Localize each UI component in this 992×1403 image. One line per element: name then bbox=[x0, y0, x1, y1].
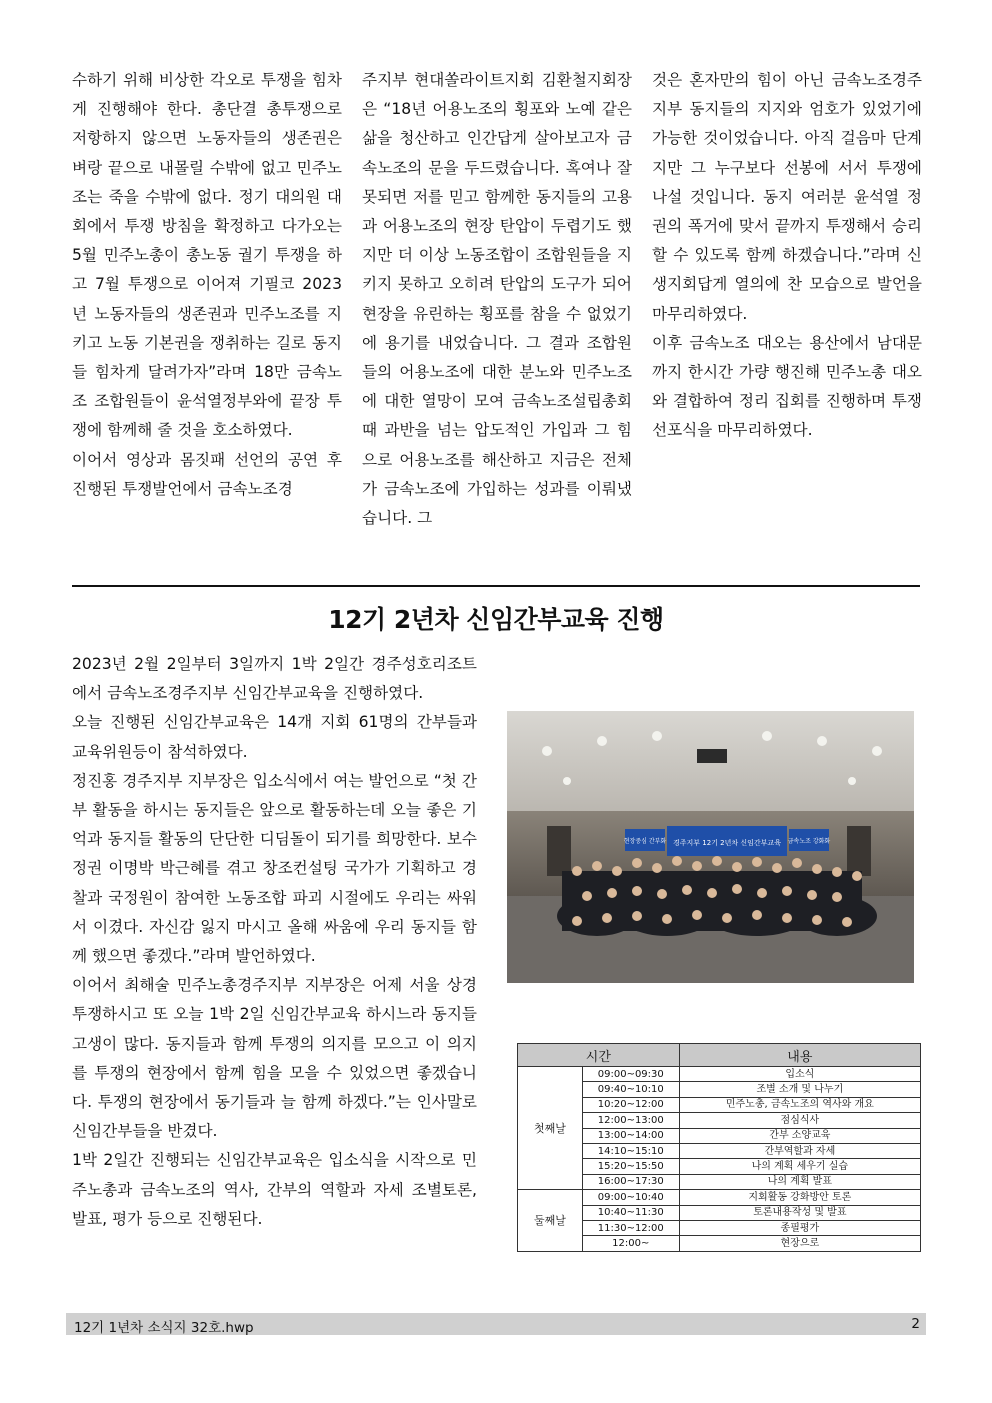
schedule-content: 토론내용작성 및 발표 bbox=[679, 1205, 920, 1220]
schedule-time: 14:10~15:10 bbox=[582, 1143, 679, 1158]
schedule-content: 나의 계획 발표 bbox=[679, 1174, 920, 1189]
schedule-content: 간부역할과 자세 bbox=[679, 1143, 920, 1158]
schedule-content: 간부 소양교육 bbox=[679, 1128, 920, 1143]
schedule-time: 13:00~14:00 bbox=[582, 1128, 679, 1143]
schedule-day-2: 둘째날 bbox=[518, 1190, 583, 1252]
schedule-content: 민주노총, 금속노조의 역사와 개요 bbox=[679, 1097, 920, 1112]
column-1-paragraph-2: 이어서 영상과 몸짓패 선언의 공연 후 진행된 투쟁발언에서 금속노조경 bbox=[72, 450, 342, 498]
schedule-content: 입소식 bbox=[679, 1067, 920, 1082]
column-1-paragraph-1: 수하기 위해 비상한 각오로 투쟁을 힘차게 진행해야 한다. 총단결 총투쟁으로 저항하지 않으면 노동자들의 생존권은 벼랑 끝으로 내몰릴 수밖에 없고 민주노조는 죽을 수밖에 없다. 정기 대의원 대회에서 투쟁 방침을 확정하고 다가오는 5월 민주노총이 총노동 궐기 투쟁을 하고 7월 투쟁으로 이어져 기필코 2023년 노동자들의 생존권과 민주노조를 지키고 노동 기본권을 쟁취하는 길로 동지들 힘차게 달려가자”라며 18만 금속노조 조합원들이 윤석열정부와에 끝장 투쟁에 함께해 줄 것을 호소하였다. bbox=[72, 71, 342, 440]
article-paragraph-1: 2023년 2월 2일부터 3일까지 1박 2일간 경주성호리조트에서 금속노조경주지부 신임간부교육을 진행하였다. bbox=[72, 655, 477, 703]
schedule-day-1: 첫째날 bbox=[518, 1067, 583, 1190]
table-row bbox=[518, 1067, 921, 1082]
section-divider bbox=[72, 585, 920, 587]
schedule-time: 10:40~11:30 bbox=[582, 1205, 679, 1220]
banner-right-text: 금속노조 강화화 bbox=[787, 838, 831, 845]
article-paragraph-3: 정진홍 경주지부 지부장은 입소식에서 여는 발언으로 “첫 간부 활동을 하시는 동지들은 앞으로 활동하는데 오늘 좋은 기억과 동지들 활동의 단단한 디딤돌이 되기를 희망한다. 보수 정권 이명박 박근혜를 겪고 창조컨설팅 국가가 기획하고 경찰과 국정원이 참여한 노동조합 파괴 시절에도 우리는 싸워서 이겼다. 자신감 잃지 마시고 올해 싸움에 우리 동지들 함께 했으면 좋겠다.”라며 발언하였다. bbox=[72, 771, 477, 966]
article-paragraph-4: 이어서 최해술 민주노총경주지부 지부장은 어제 서울 상경 투쟁하시고 또 오늘 1박 2일 신임간부교육 하시느라 동지들 고생이 많다. 동지들과 함께 투쟁의 의지를 모으고 이 의지를 투쟁의 현장에서 함께 힘을 모을 수 있었으면 좋겠습니다. 투쟁의 현장에서 동기들과 늘 함께 하겠다.”는 인사말로 신임간부들을 반겼다. bbox=[72, 976, 477, 1141]
schedule-time: 12:00~13:00 bbox=[582, 1113, 679, 1128]
footer-filename: 12기 1년차 소식지 32호.hwp bbox=[74, 1320, 254, 1336]
group-photo-illustration bbox=[507, 711, 914, 983]
banner-center-text: 경주지부 12기 2년차 신임간부교육 bbox=[673, 839, 781, 847]
banner-left-text: 현장중심 간부화 bbox=[623, 838, 667, 845]
column-3-paragraph-2: 이후 금속노조 대오는 용산에서 남대문까지 한시간 가량 행진해 민주노총 대오와 결합하여 정리 집회를 진행하며 투쟁선포식을 마무리하였다. bbox=[652, 333, 922, 440]
page-number: 2 bbox=[911, 1316, 920, 1332]
schedule-time: 11:30~12:00 bbox=[582, 1220, 679, 1235]
schedule-table bbox=[517, 1043, 921, 1252]
schedule-time: 09:00~09:30 bbox=[582, 1067, 679, 1082]
schedule-time: 16:00~17:30 bbox=[582, 1174, 679, 1189]
column-2 bbox=[362, 66, 632, 533]
article-paragraph-2: 오늘 진행된 신임간부교육은 14개 지회 61명의 간부들과 교육위원등이 참석하였다. bbox=[72, 713, 477, 761]
schedule-content: 나의 계획 세우기 실습 bbox=[679, 1159, 920, 1174]
column-3 bbox=[652, 66, 922, 533]
schedule-time: 10:20~12:00 bbox=[582, 1097, 679, 1112]
schedule-time: 12:00~ bbox=[582, 1236, 679, 1251]
schedule-content: 지회활동 강화방안 토론 bbox=[679, 1190, 920, 1205]
schedule-content: 점심식사 bbox=[679, 1113, 920, 1128]
article-body bbox=[72, 650, 477, 1234]
schedule-time: 15:20~15:50 bbox=[582, 1159, 679, 1174]
column-3-paragraph-1: 것은 혼자만의 힘이 아닌 금속노조경주지부 동지들의 지지와 엄호가 있었기에 가능한 것이었습니다. 아직 걸음마 단계지만 그 누구보다 선봉에 서서 투쟁에 나설 것입니다. 동지 여러분 윤석열 정권의 폭거에 맞서 끝까지 투쟁해서 승리할 수 있도록 함께 하겠습니다.”라며 신생지회답게 열의에 찬 모습으로 발언을 마무리하였다. bbox=[652, 71, 922, 323]
article-paragraph-5: 1박 2일간 진행되는 신임간부교육은 입소식을 시작으로 민주노총과 금속노조의 역사, 간부의 역할과 자세 조별토론, 발표, 평가 등으로 진행된다. bbox=[72, 1151, 477, 1228]
group-photo bbox=[507, 711, 914, 983]
article-title: 12기 2년차 신임간부교육 진행 bbox=[328, 605, 664, 634]
schedule-time: 09:40~10:10 bbox=[582, 1082, 679, 1097]
schedule-time: 09:00~10:40 bbox=[582, 1190, 679, 1205]
top-columns bbox=[72, 66, 922, 533]
column-2-paragraph-1: 주지부 현대쏠라이트지회 김환철지회장은 “18년 어용노조의 횡포와 노예 같은 삶을 청산하고 인간답게 살아보고자 금속노조의 문을 두드렸습니다. 혹여나 잘못되면 저를 믿고 함께한 동지들의 고용과 어용노조의 현장 탄압이 두렵기도 했지만 더 이상 노동조합이 조합원들을 지키지 못하고 오히려 탄압의 도구가 되어 현장을 유린하는 횡포를 참을 수 없었기에 용기를 내었습니다. 그 결과 조합원들의 어용노조에 대한 분노와 민주노조에 대한 열망이 모여 금속노조설립총회 때 과반을 넘는 압도적인 가입과 그 힘으로 어용노조를 해산하고 지금은 전체가 금속노조에 가입하는 성과를 이뤄냈습니다. 그 bbox=[362, 71, 632, 528]
page-footer bbox=[66, 1313, 926, 1335]
column-1 bbox=[72, 66, 342, 533]
schedule-header-content: 내용 bbox=[679, 1044, 920, 1067]
table-row bbox=[518, 1190, 921, 1205]
schedule-content: 현장으로 bbox=[679, 1236, 920, 1251]
schedule-header-time: 시간 bbox=[518, 1044, 680, 1067]
schedule-content: 종필평가 bbox=[679, 1220, 920, 1235]
schedule-content: 조별 소개 및 나누기 bbox=[679, 1082, 920, 1097]
